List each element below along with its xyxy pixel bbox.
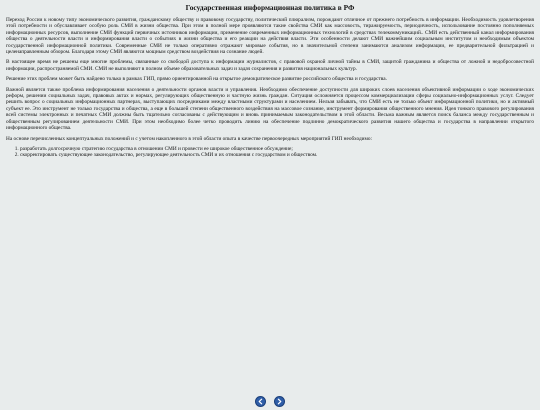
arrow-left-icon [256, 397, 265, 406]
next-page-button[interactable] [274, 396, 285, 407]
document-body [0, 0, 540, 159]
measures-list [6, 146, 534, 159]
paragraph-intro: Переход России к новому типу экономического развития, гражданскому обществу и правовому государству, политический плюрализм, порождают отличное от прежнего потребность в информации. Необходимость удовлетворения этой потребности и обуславливает особую роль СМИ в жизни общества. При этом в полной мере проявляются такие свойства СМИ как массовость, тиражируемость, периодичность, использование постоянно пополняемых информационных ресурсов, выполнение СМИ функций первичных источников информации, применение современных информационных технологий в средствах телекоммуникаций.. СМИ есть действенный канал информирования общества о деятельности власти и информирования власти о событиях в жизни общества и его реакции на действия власти. Эти особенности делают СМИ важнейшим социальным институтом и необходимым объектом государственной информационной политики. Современные СМИ не только оперативно отражают мировые события, но в значительной степени занимаются анализом информации, ее предварительной фильтрацией и целенаправленным обзором. Благодаря этому СМИ являются мощным средством воздействия на сознание людей. [6, 17, 534, 56]
page-title: Государственная информационная политика в РФ [185, 3, 355, 12]
arrow-right-icon [275, 397, 284, 406]
list-item: 2. скорректировать существующее законодательство, регулирующее деятельность СМИ и их отношения с государством и обществом. [20, 152, 534, 158]
paragraph-solution: Решение этих проблем может быть найдено только в рамках ГИП, прямо ориентированной на открытое демократическое развитие российского общества и государства. [6, 76, 387, 83]
paragraph-measures: На основе перечисленных концептуальных положений и с учетом накопленного в этой области опыта в качестве первоочередных мероприятий ГИП необходимо: [6, 135, 372, 142]
paragraph-informing: Важной является также проблема информирования населения о деятельности органов власти и управления. Необходимо обеспечение доступности для широких слоев населения объективной информации о ходе экономических реформ, решении социальных задач, правовых актах и нормах, регулирующих общественную и частную жизнь граждан. Ситуация осложняется процессом коммерциализации сферы социально-информационных услуг. Следует решить вопрос о социальных информационных партнерах, выступающих посредниками между властными структурами и населением. Нельзя забывать, что СМИ есть не только объект информационной политики, но и активный субъект ее. Это инструмент не только государства и общества, а еще в большей степени общественного воздействия на массовое сознание, инструмент формирования общественного мнения. Идея тонкого правового регулирования всей системы электронных и печатных СМИ должны быть тщательно согласованы с действующим и вновь принимаемым законодательством в этой области. Весьма важным является поиск баланса между государственным и общественным регулированием деятельности СМИ. При этом необходимо более четко проводить линию на обеспечение подлинно демократического развития нашего общества и государства в направлении открытого информационного общества. [6, 86, 534, 132]
list-item: 1. разработать долгосрочную стратегию государства в отношении СМИ и провести ее широкое общественное обсуждение; [20, 146, 534, 152]
paragraph-problems: В настоящее время не решены еще многие проблемы, связанные со свободой доступа к информации журналистов, с правовой охраной личной тайны в СМИ, защитой гражданина и общества от ложной и недобросовестной информации, распространяемой СМИ. СМИ не выполняют в полном объеме образовательных задач и задач сохранения и развития национальных культур. [6, 59, 534, 72]
prev-page-button[interactable] [255, 396, 266, 407]
page-navigation [0, 392, 540, 402]
